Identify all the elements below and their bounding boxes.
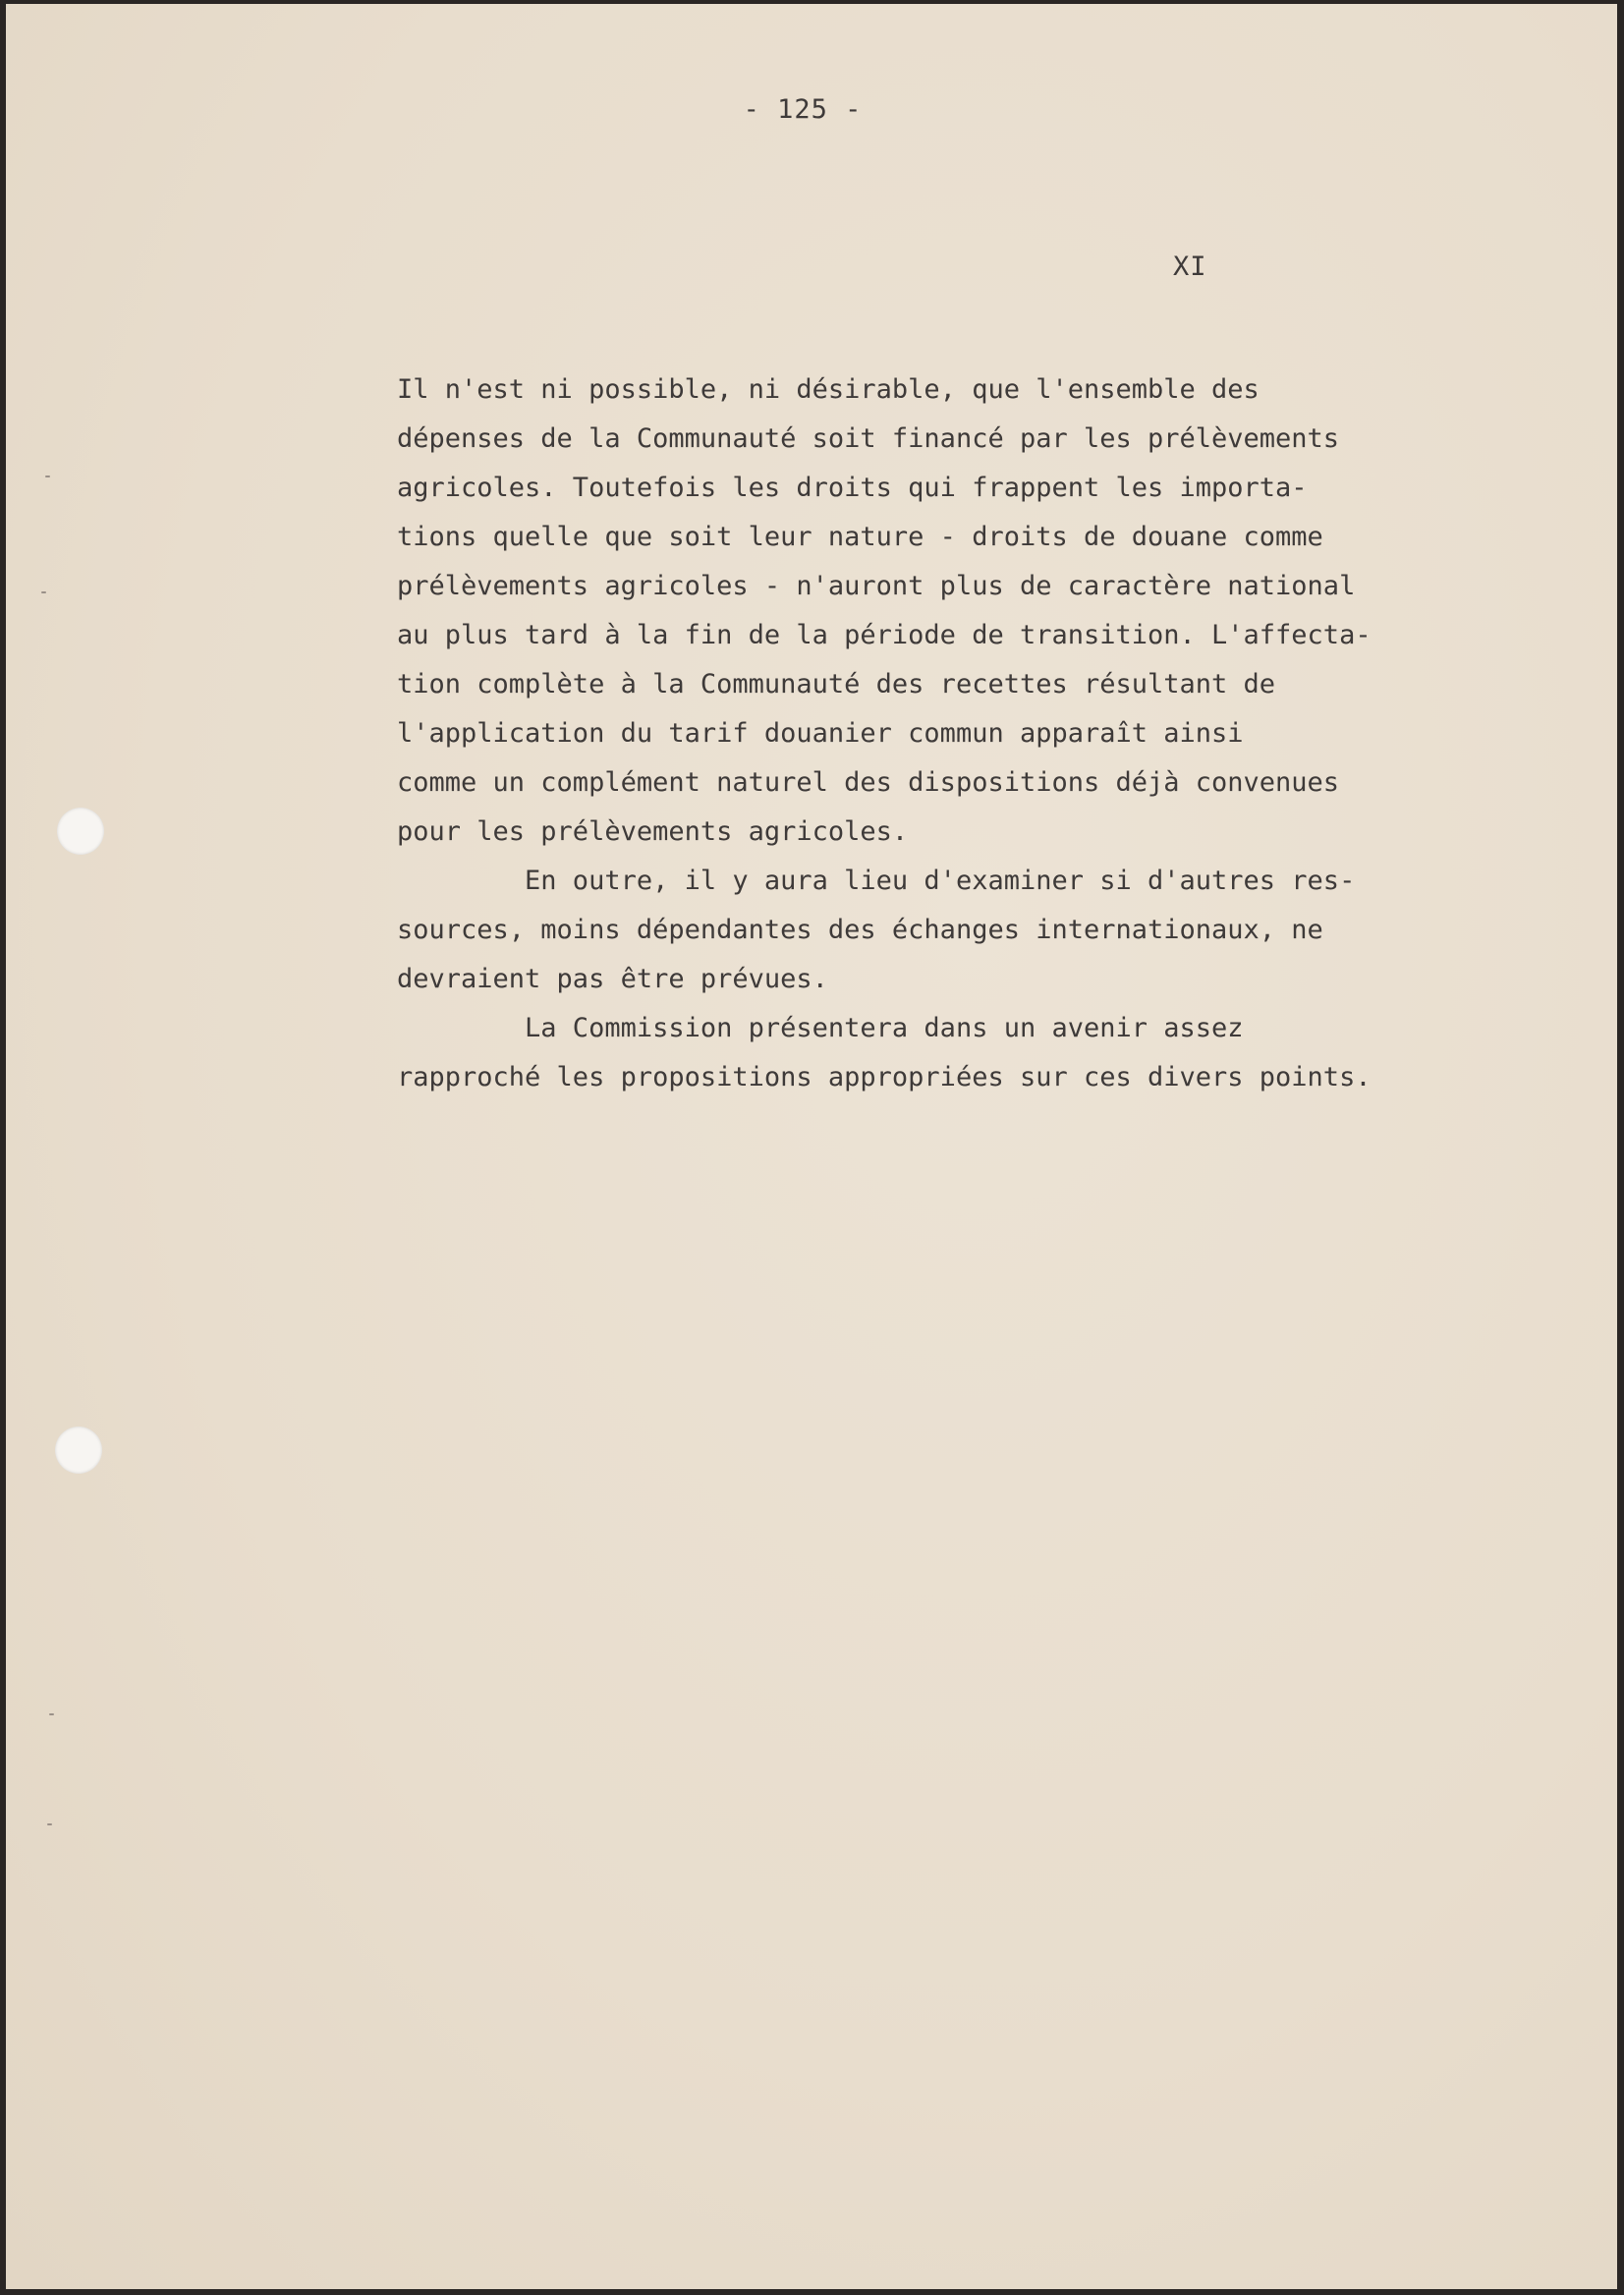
text-line: l'application du tarif douanier commun apparaît ainsi xyxy=(397,718,1244,749)
text-line: agricoles. Toutefois les droits qui frappent les importa- xyxy=(397,473,1308,503)
document-page xyxy=(6,4,1617,2289)
text-line: sources, moins dépendantes des échanges internationaux, ne xyxy=(397,915,1323,945)
text-line: rapproché les propositions appropriées sur ces divers points. xyxy=(397,1062,1372,1092)
text-line: La Commission présentera dans un avenir assez xyxy=(397,1013,1244,1043)
text-line: au plus tard à la fin de la période de transition. L'affecta- xyxy=(397,620,1372,650)
text-line: devraient pas être prévues. xyxy=(397,964,828,994)
text-line: pour les prélèvements agricoles. xyxy=(397,816,909,847)
paper-speck xyxy=(47,1823,52,1825)
page-number: - 125 - xyxy=(743,94,863,125)
text-line: Il n'est ni possible, ni désirable, que l'ensemble des xyxy=(397,374,1260,405)
text-line: tions quelle que soit leur nature - droits de douane comme xyxy=(397,522,1323,552)
section-number: XI xyxy=(1173,252,1207,282)
paper-speck xyxy=(41,591,46,593)
text-line: dépenses de la Communauté soit financé par les prélèvements xyxy=(397,423,1340,454)
punch-hole xyxy=(55,1427,102,1474)
body-text xyxy=(397,365,1478,1102)
text-line: En outre, il y aura lieu d'examiner si d'autres res- xyxy=(397,866,1356,896)
text-line: comme un complément naturel des dispositions déjà convenues xyxy=(397,767,1340,798)
paper-speck xyxy=(45,476,50,477)
punch-hole xyxy=(57,808,104,855)
text-line: tion complète à la Communauté des recettes résultant de xyxy=(397,669,1276,700)
paper-speck xyxy=(49,1713,54,1715)
text-line: prélèvements agricoles - n'auront plus de caractère national xyxy=(397,571,1356,601)
